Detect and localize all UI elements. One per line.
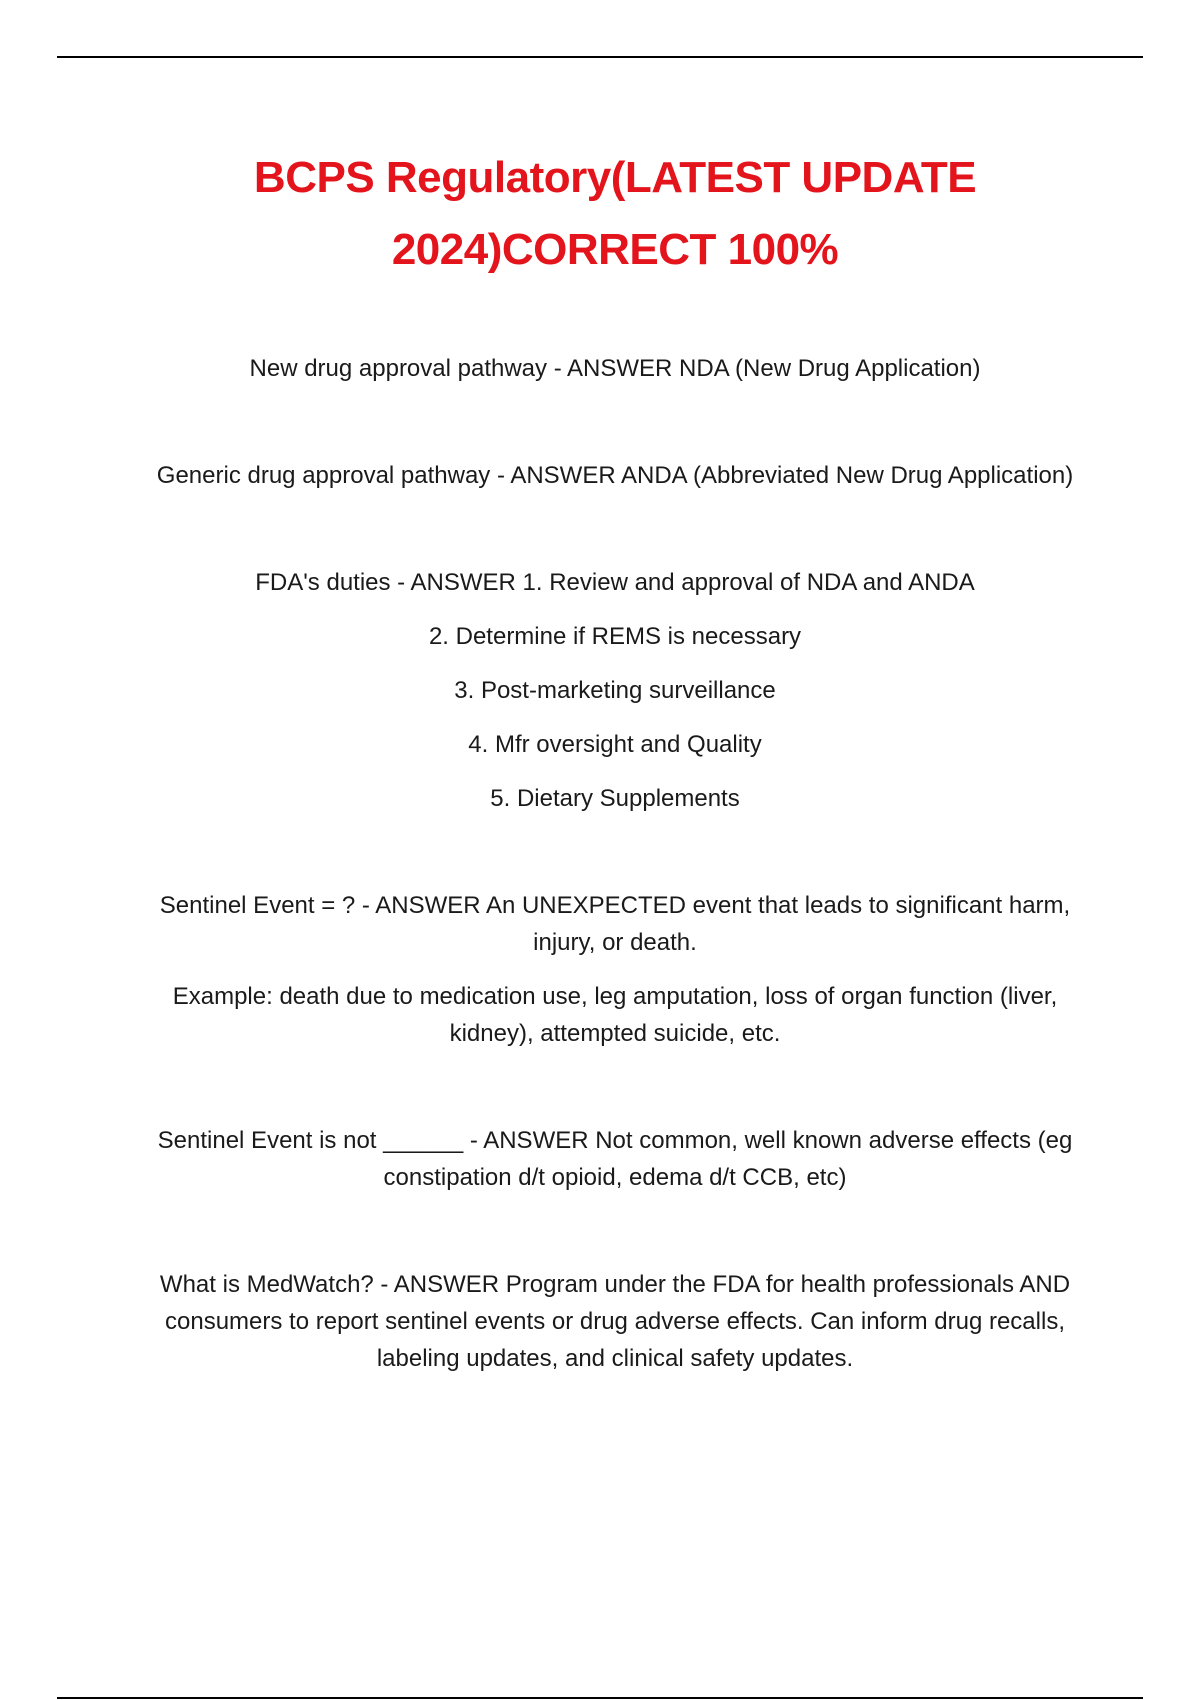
qa-text: Sentinel Event is not ______ - ANSWER Not common, well known adverse effects (eg constipation d/t opioid, edema d/t CCB, etc)	[157, 1127, 1073, 1191]
qa-item	[130, 1122, 1100, 1196]
title-line-1: BCPS Regulatory(LATEST UPDATE	[253, 153, 977, 202]
title-line-2: 2024)CORRECT 100%	[391, 225, 839, 274]
qa-content	[130, 350, 1100, 1377]
qa-item	[130, 457, 1100, 494]
qa-text: Generic drug approval pathway - ANSWER ANDA (Abbreviated New Drug Application)	[156, 462, 1074, 489]
qa-followup: Example: death due to medication use, leg amputation, loss of organ function (liver, kidney), attempted suicide, etc.	[172, 983, 1058, 1047]
qa-list-item: 5. Dietary Supplements	[490, 785, 740, 812]
document-title	[150, 142, 1080, 286]
qa-text: What is MedWatch? - ANSWER Program under the FDA for health professionals AND consumers to report sentinel events or drug adverse effects. Can inform drug recalls, labeling updates, and clinical safety updates.	[159, 1271, 1071, 1372]
qa-item	[130, 887, 1100, 1052]
qa-item	[130, 564, 1100, 817]
qa-list-item: 4. Mfr oversight and Quality	[468, 731, 762, 758]
qa-text: Sentinel Event = ? - ANSWER An UNEXPECTED event that leads to significant harm, injury, or death.	[159, 892, 1071, 956]
qa-item	[130, 1266, 1100, 1377]
qa-list-item: 3. Post-marketing surveillance	[454, 677, 776, 704]
qa-list-item: 2. Determine if REMS is necessary	[428, 623, 802, 650]
qa-text: New drug approval pathway - ANSWER NDA (New Drug Application)	[249, 355, 981, 382]
qa-text: FDA's duties - ANSWER 1. Review and approval of NDA and ANDA	[255, 569, 975, 596]
bottom-rule	[57, 1697, 1143, 1699]
qa-item	[130, 350, 1100, 387]
top-rule	[57, 56, 1143, 58]
